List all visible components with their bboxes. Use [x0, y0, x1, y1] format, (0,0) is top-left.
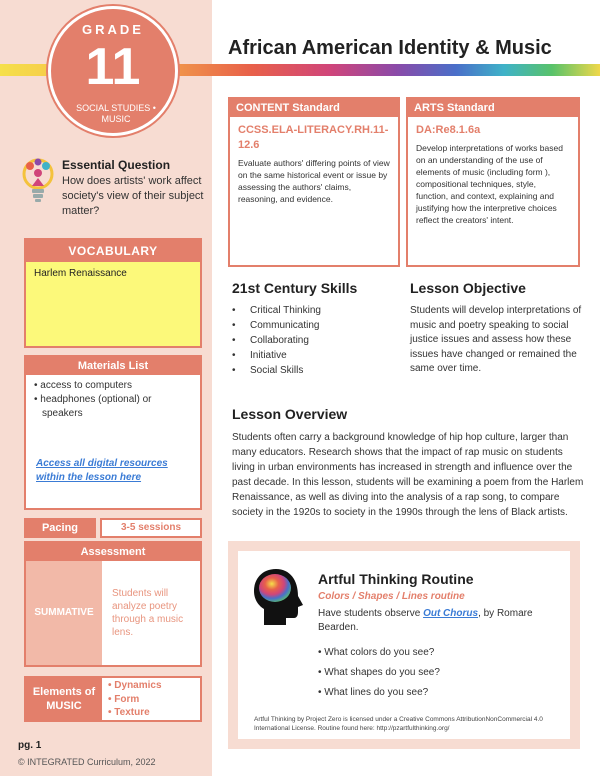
artful-thinking-title: Artful Thinking Routine: [318, 571, 474, 587]
intro-text: Have students observe: [318, 608, 424, 619]
list-item: • Dynamics: [108, 679, 162, 693]
materials-header: Materials List: [26, 357, 200, 375]
essential-question-title: Essential Question: [62, 158, 171, 172]
artful-thinking-questions: [318, 643, 440, 703]
list-item: • What shapes do you see?: [318, 663, 440, 683]
artful-thinking-intro: [318, 607, 558, 635]
overview-title: Lesson Overview: [232, 406, 348, 422]
list-item: • Collaborating: [250, 333, 321, 348]
list-item: • headphones (optional) or speakers: [34, 393, 192, 421]
grade-number: 11: [85, 38, 141, 96]
skills-list: [250, 303, 321, 378]
overview-text: Students often carry a background knowledge of hip hop culture, larger than many educators. Research shows that the impact of rap music on students living in urban environments has increased in strength and influence over the past decade. In this lesson, students will be examining a poem from the Harlem Renaissance, as well as diving into the analysis of a rap song, to compare society in the 1920s to society in the 1990s through the lens of Black artists.: [232, 432, 584, 518]
essential-question-text: How does artists' work affect society's view of their subject matter?: [62, 175, 204, 217]
artful-thinking-subtitle: Colors / Shapes / Lines routine: [318, 591, 465, 602]
list-item: • Communicating: [250, 318, 321, 333]
page-title: African American Identity & Music: [228, 37, 552, 59]
elements-of-music-box: [24, 676, 202, 722]
elements-label: Elements of MUSIC: [26, 678, 102, 720]
elements-list: [108, 679, 162, 720]
colorful-head-icon: [252, 567, 306, 627]
intro-text-end: , by Romare Bearden.: [318, 608, 533, 633]
artful-thinking-panel: [228, 541, 580, 749]
list-item: • access to computers: [34, 379, 192, 393]
content-standard-box: [228, 97, 400, 267]
list-item: • Critical Thinking: [250, 303, 321, 318]
artful-thinking-card: [238, 551, 570, 739]
arts-standard-box: [406, 97, 580, 267]
vocabulary-box: [24, 238, 202, 348]
list-item: • Social Skills: [250, 363, 321, 378]
arts-standard-header: ARTS Standard: [408, 99, 578, 117]
list-item: • Texture: [108, 706, 162, 720]
vocabulary-header: VOCABULARY: [26, 240, 200, 262]
digital-resources-link[interactable]: Access all digital resources within the lesson here: [36, 458, 168, 483]
assessment-box: [24, 541, 202, 667]
materials-box: [24, 355, 202, 510]
content-standard-code: CCSS.ELA-LITERACY.RH.11-12.6: [238, 124, 389, 151]
assessment-text: Students will analyze poetry through a music lens.: [112, 588, 184, 638]
grade-word: GRADE: [82, 22, 144, 37]
assessment-header: Assessment: [26, 543, 200, 561]
skills-title: 21st Century Skills: [232, 280, 358, 296]
materials-list: [26, 375, 200, 421]
pacing-label: Pacing: [24, 518, 96, 538]
objective-text: Students will develop interpretations of music and poetry speaking to social justice issues and assess how these issues have changed or remained the same over time.: [410, 305, 582, 374]
assessment-type: SUMMATIVE: [26, 561, 102, 665]
grade-badge: [48, 6, 178, 136]
list-item: • Form: [108, 693, 162, 707]
page-number: pg. 1: [18, 740, 42, 751]
arts-standard-text: Develop interpretations of works based on an understanding of the use of elements of music (including form ), compositional techniques, style, function, and context, explaining and justifying how the interpretive choices reflect the creators' intent.: [416, 143, 563, 225]
grade-subject: SOCIAL STUDIES • MUSIC: [76, 103, 156, 124]
artful-thinking-credit: Artful Thinking by Project Zero is licensed under a Creative Commons AttributionNonCommercial 4.0 International License. Routine found here: http://pzartfulthinking.org/: [254, 716, 543, 732]
pacing-row: [24, 518, 202, 538]
out-chorus-link[interactable]: Out Chorus: [423, 608, 479, 619]
arts-standard-code: DA:Re8.1.6a: [416, 124, 481, 136]
list-item: • What lines do you see?: [318, 683, 440, 703]
objective-title: Lesson Objective: [410, 280, 526, 296]
copyright: © INTEGRATED Curriculum, 2022: [18, 757, 156, 767]
list-item: • Initiative: [250, 348, 321, 363]
vocabulary-term: Harlem Renaissance: [26, 262, 200, 346]
content-standard-header: CONTENT Standard: [230, 99, 398, 117]
lightbulb-person-icon: [22, 158, 54, 206]
list-item: • What colors do you see?: [318, 643, 440, 663]
pacing-value: 3-5 sessions: [100, 518, 202, 538]
content-standard-text: Evaluate authors' differing points of view on the same historical event or issue by assessing the authors' claims, reasoning, and evidence.: [238, 158, 390, 204]
